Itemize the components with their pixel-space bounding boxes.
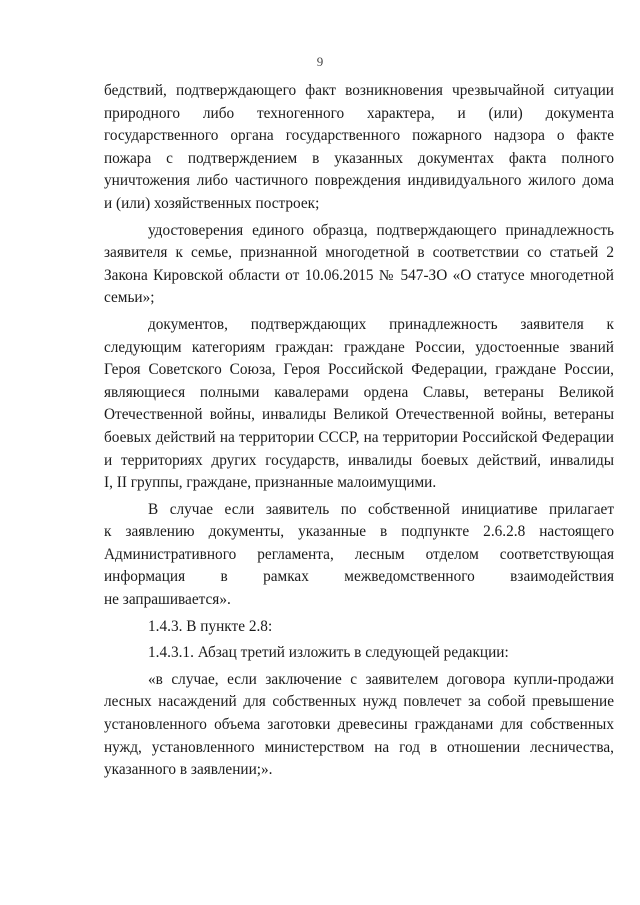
paragraph-line: бедствий, подтверждающего факт возникновения чрезвычайной ситуации	[104, 82, 614, 99]
paragraph-line: удостоверения единого образца, подтверждающего принадлежность	[148, 221, 614, 239]
paragraph-line: пожара с подтверждением в указанных документах факта полного	[104, 149, 614, 167]
paragraph-line: семьи»;	[104, 289, 155, 307]
paragraph	[104, 616, 614, 639]
paragraph	[104, 80, 614, 216]
paragraph-line: Административного регламента, лесным отделом соответствующая	[104, 545, 614, 563]
paragraph-line: не запрашивается».	[104, 591, 231, 609]
paragraph-line: 1.4.3. В пункте 2.8:	[148, 617, 273, 635]
page-number: 9	[316, 54, 324, 69]
paragraph-line: установленного объема заготовки древесины гражданами для собственных	[104, 716, 614, 734]
paragraph-line: и (или) хозяйственных построек;	[104, 194, 320, 212]
paragraph-line: В случае если заявитель по собственной инициативе прилагает	[148, 500, 614, 518]
paragraph	[104, 314, 614, 495]
paragraph	[104, 642, 614, 665]
paragraph	[104, 499, 614, 612]
paragraph-line: лесных насаждений для собственных нужд повлечет за собой превышение	[104, 693, 614, 711]
paragraph-line: государственного органа государственного пожарного надзора о факте	[104, 127, 614, 145]
paragraph-line: следующим категориям граждан: граждане России, удостоенные званий	[104, 338, 614, 356]
paragraph-line: «в случае, если заключение с заявителем договора купли-продажи	[148, 670, 614, 688]
paragraph-line: I, II группы, граждане, признанные малоимущими.	[104, 474, 437, 492]
paragraph	[104, 220, 614, 310]
paragraph-line: Отечественной войны, инвалиды Великой Отечественной войны, ветераны	[104, 406, 614, 424]
paragraph-line: Героя Советского Союза, Героя Российской Федерации, граждане России,	[104, 361, 614, 379]
paragraph-line: боевых действий на территории СССР, на территории Российской Федерации	[104, 428, 614, 446]
paragraph-line: нужд, установленного министерством на год в отношении лесничества,	[104, 738, 614, 756]
paragraph-line: Закона Кировской области от 10.06.2015 № 547-ЗО «О статусе многодетной	[104, 266, 614, 284]
paragraph-line: и территориях других государств, инвалиды боевых действий, инвалиды	[104, 451, 614, 469]
paragraph-line: к заявлению документы, указанные в подпункте 2.6.2.8 настоящего	[104, 523, 614, 541]
paragraph-line: документов, подтверждающих принадлежность заявителя к	[148, 315, 614, 333]
paragraph-line: являющиеся полными кавалерами ордена Славы, ветераны Великой	[104, 383, 614, 401]
paragraph	[104, 669, 614, 782]
paragraph-line: указанного в заявлении;».	[104, 761, 273, 779]
paragraph-line: заявителя к семье, признанной многодетной в соответствии со статьей 2	[104, 244, 614, 262]
paragraph-line: уничтожения либо частичного повреждения индивидуального жилого дома	[104, 172, 614, 190]
paragraph-line: информация в рамках межведомственного взаимодействия	[104, 568, 614, 586]
paragraph-line: 1.4.3.1. Абзац третий изложить в следующей редакции:	[148, 644, 509, 662]
paragraph-line: природного либо техногенного характера, и (или) документа	[104, 104, 614, 122]
document-body	[104, 80, 614, 782]
